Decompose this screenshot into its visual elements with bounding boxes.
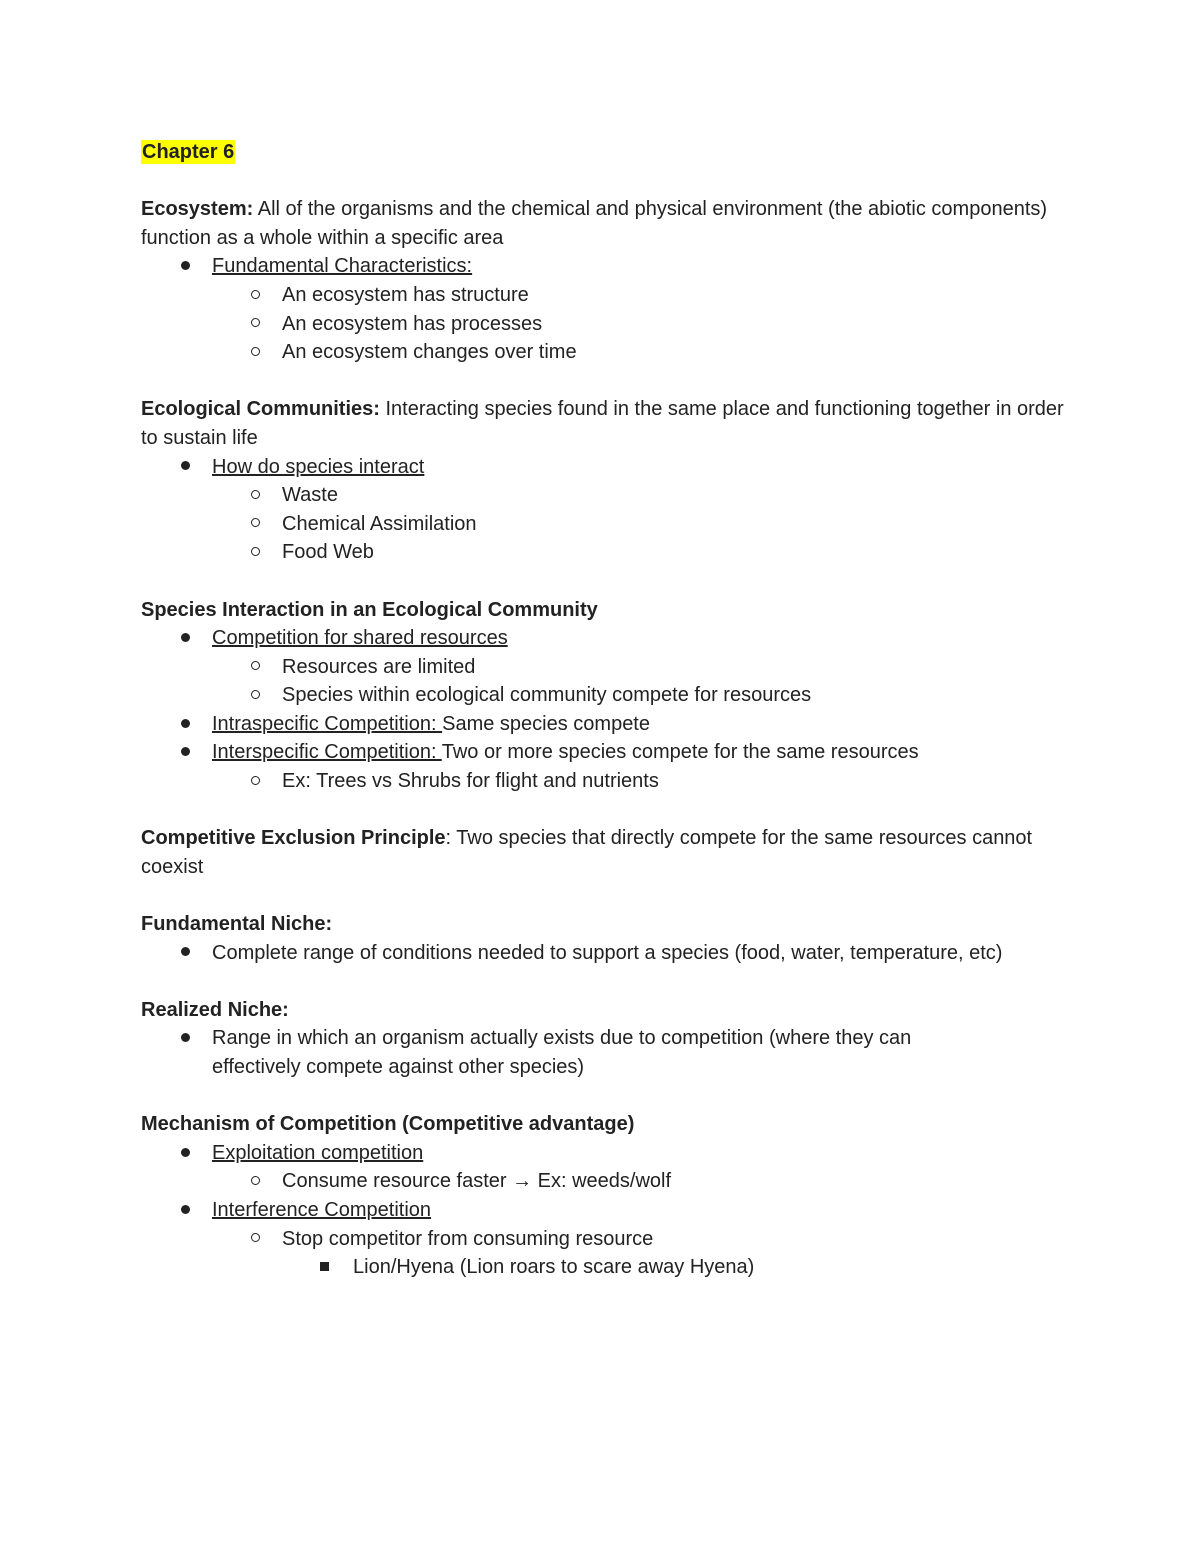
list-item	[141, 738, 1071, 767]
fundamental-niche-term: Fundamental Niche:	[141, 913, 333, 936]
list-item	[141, 653, 1071, 682]
list-item	[141, 1167, 1071, 1196]
spacer	[141, 796, 1071, 825]
document-page	[141, 138, 1071, 1282]
realized-niche-heading	[141, 996, 1071, 1025]
bullet-dot-icon	[175, 1196, 195, 1225]
list-item	[141, 1253, 1071, 1282]
bullet-ring-icon	[245, 481, 265, 510]
interaction-heading	[141, 596, 1071, 625]
bullet-ring-icon	[245, 310, 265, 339]
list-item	[141, 453, 1071, 482]
realized-niche-term: Realized Niche:	[141, 998, 289, 1021]
list-item	[141, 767, 1071, 796]
list-item	[141, 1196, 1071, 1225]
list-item	[141, 710, 1071, 739]
bullet-dot-icon	[175, 1139, 195, 1168]
bullet-ring-icon	[245, 1225, 265, 1254]
ecosystem-text: All of the organisms and the chemical and physical environment (the abiotic components) function as a whole within a specific area	[141, 198, 1048, 249]
communities-sub-heading: How do species interact	[212, 455, 425, 478]
fundamental-niche-list	[141, 939, 1071, 968]
bullet-dot-icon	[175, 453, 195, 482]
spacer	[141, 367, 1071, 396]
list-item-text: Consume resource faster → Ex: weeds/wolf	[282, 1170, 672, 1193]
list-item	[141, 1024, 1071, 1081]
list-item-text: Waste	[282, 484, 338, 507]
fundamental-niche-heading	[141, 910, 1071, 939]
ecosystem-definition	[141, 195, 1071, 252]
ecosystem-list	[141, 252, 1071, 366]
bullet-dot-icon	[175, 252, 195, 281]
list-item	[141, 624, 1071, 653]
bullet-dot-icon	[175, 1024, 195, 1053]
list-item	[141, 310, 1071, 339]
bullet-ring-icon	[245, 510, 265, 539]
list-item-text: Range in which an organism actually exists due to competition (where they can effectively compete against other species)	[212, 1027, 912, 1078]
bullet-ring-icon	[245, 1167, 265, 1196]
ecosystem-sub-heading: Fundamental Characteristics:	[212, 255, 473, 278]
bullet-dot-icon	[175, 939, 195, 968]
bullet-ring-icon	[245, 281, 265, 310]
chapter-title: Chapter 6	[142, 141, 235, 163]
mechanism-heading-text: Mechanism of Competition (Competitive advantage)	[141, 1113, 635, 1136]
bullet-dot-icon	[175, 710, 195, 739]
intraspecific-label: Intraspecific Competition:	[212, 712, 443, 735]
spacer	[141, 1082, 1071, 1111]
list-item-text: An ecosystem has structure	[282, 283, 529, 306]
bullet-ring-icon	[245, 338, 265, 367]
interaction-heading-text: Species Interaction in an Ecological Community	[141, 598, 598, 621]
realized-niche-list	[141, 1024, 1071, 1081]
bullet-ring-icon	[245, 538, 265, 567]
list-item	[141, 681, 1071, 710]
list-item-text: Chemical Assimilation	[282, 512, 477, 535]
communities-definition	[141, 395, 1071, 452]
list-item	[141, 939, 1071, 968]
list-item	[141, 338, 1071, 367]
bullet-dot-icon	[175, 738, 195, 767]
communities-text: Interacting species found in the same place and functioning together in order to sustain life	[141, 398, 1064, 449]
list-item	[141, 510, 1071, 539]
communities-list	[141, 453, 1071, 567]
communities-term: Ecological Communities:	[141, 398, 380, 421]
mechanism-list	[141, 1139, 1071, 1282]
list-item-text: Resources are limited	[282, 655, 476, 678]
list-item-text: Food Web	[282, 541, 374, 564]
interaction-list	[141, 624, 1071, 796]
exploitation-heading: Exploitation competition	[212, 1141, 424, 1164]
list-item	[141, 1139, 1071, 1168]
list-item	[141, 1225, 1071, 1254]
list-item-text: An ecosystem changes over time	[282, 341, 577, 364]
spacer	[141, 967, 1071, 996]
list-item-text: An ecosystem has processes	[282, 312, 543, 335]
exclusion-text: : Two species that directly compete for the same resources cannot coexist	[141, 827, 1033, 878]
interference-heading: Interference Competition	[212, 1198, 432, 1221]
list-item-text: Lion/Hyena (Lion roars to scare away Hyena)	[353, 1256, 755, 1279]
interspecific-label: Interspecific Competition:	[212, 741, 442, 764]
bullet-square-icon	[314, 1253, 334, 1282]
list-item-text: Species within ecological community compete for resources	[282, 684, 812, 707]
list-item	[141, 481, 1071, 510]
list-item	[141, 252, 1071, 281]
exclusion-term: Competitive Exclusion Principle	[141, 827, 446, 850]
interspecific-text: Two or more species compete for the same resources	[441, 741, 919, 764]
chapter-line	[141, 138, 1071, 167]
list-item-text: Complete range of conditions needed to support a species (food, water, temperature, etc)	[212, 941, 1003, 964]
list-item	[141, 538, 1071, 567]
ecosystem-term: Ecosystem:	[141, 198, 254, 221]
spacer	[141, 567, 1071, 596]
bullet-ring-icon	[245, 681, 265, 710]
list-item-text: Ex: Trees vs Shrubs for flight and nutrients	[282, 770, 659, 793]
exclusion-definition	[141, 824, 1071, 881]
spacer	[141, 881, 1071, 910]
mechanism-heading	[141, 1110, 1071, 1139]
bullet-dot-icon	[175, 624, 195, 653]
bullet-ring-icon	[245, 767, 265, 796]
competition-heading: Competition for shared resources	[212, 627, 508, 650]
bullet-ring-icon	[245, 653, 265, 682]
list-item	[141, 281, 1071, 310]
intraspecific-text: Same species compete	[442, 712, 650, 735]
list-item-text: Stop competitor from consuming resource	[282, 1227, 654, 1250]
spacer	[141, 167, 1071, 196]
